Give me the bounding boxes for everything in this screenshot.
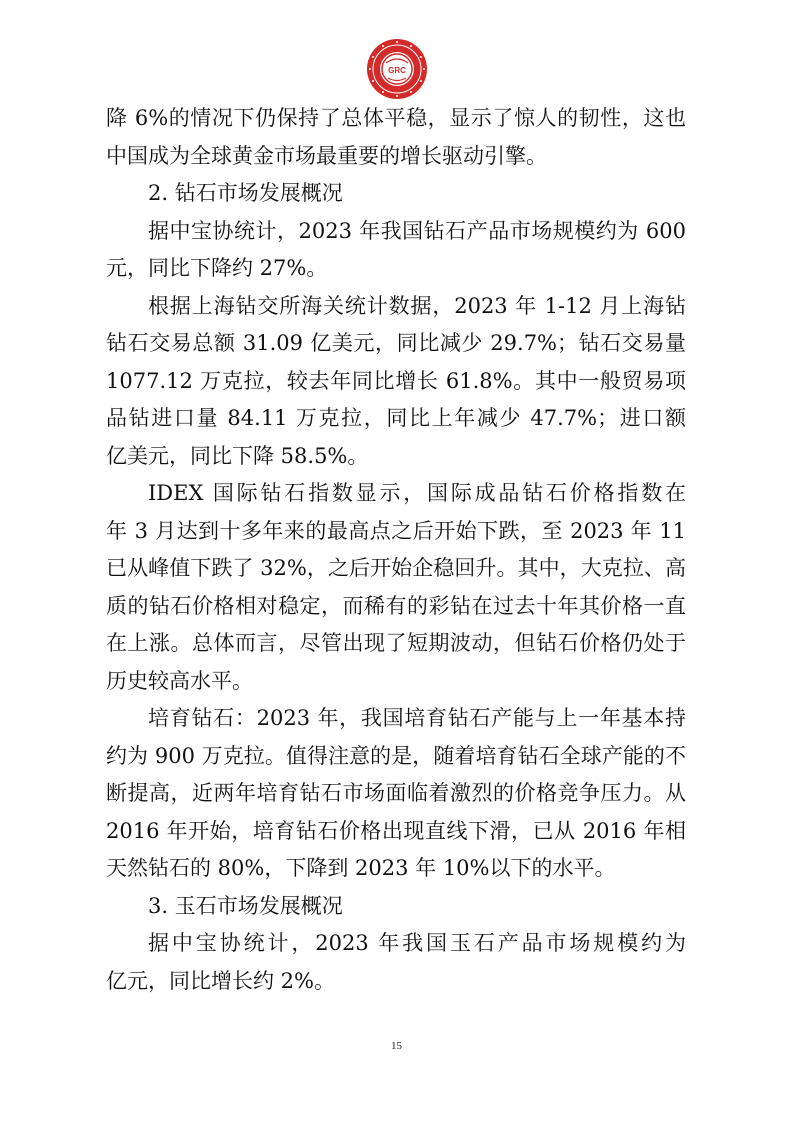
grc-logo-icon (366, 38, 428, 100)
text-line: 约为 900 万克拉。值得注意的是，随着培育钻石全球产能的不 (106, 743, 686, 768)
text-line: 断提高，近两年培育钻石市场面临着激烈的价格竞争压力。从 (106, 781, 686, 805)
text-line: 据中宝协统计，2023 年我国钻石产品市场规模约为 600 (148, 218, 686, 243)
logo-text: GRC (388, 66, 406, 75)
section-heading: 2. 钻石市场发展概况 (148, 181, 343, 205)
text-line: 2016 年开始，培育钻石价格出现直线下滑，已从 2016 年相 (106, 818, 686, 843)
text-line: 中国成为全球黄金市场最重要的增长驱动引擎。 (106, 143, 547, 168)
text-line: 已从峰值下跌了 32%，之后开始企稳回升。其中，大克拉、高 (106, 556, 686, 580)
text-line: 历史较高水平。 (106, 668, 253, 693)
text-line: 降 6%的情况下仍保持了总体平稳，显示了惊人的韧性，这也 (106, 106, 686, 130)
text-line: 培育钻石：2023 年，我国培育钻石产能与上一年基本持 (148, 706, 686, 730)
text-line: 亿元，同比增长约 2%。 (106, 968, 335, 993)
text-line: 元，同比下降约 27%。 (106, 256, 328, 280)
text-line: 年 3 月达到十多年来的最高点之后开始下跌，至 2023 年 11 (106, 518, 686, 543)
document-body (106, 100, 686, 1000)
text-line: 根据上海钻交所海关统计数据，2023 年 1-12 月上海钻 (148, 293, 686, 318)
section-heading: 3. 玉石市场发展概况 (148, 893, 343, 918)
text-line: IDEX 国际钻石指数显示，国际成品钻石价格指数在 (148, 481, 686, 505)
text-line: 质的钻石价格相对稳定，而稀有的彩钻在过去十年其价格一直 (106, 593, 686, 618)
text-line: 在上涨。总体而言，尽管出现了短期波动，但钻石价格仍处于 (106, 631, 686, 655)
text-line: 天然钻石的 80%，下降到 2023 年 10%以下的水平。 (106, 856, 616, 880)
page-number: 15 (391, 1040, 402, 1052)
text-line: 钻石交易总额 31.09 亿美元，同比减少 29.7%；钻石交易量 (106, 331, 686, 355)
text-line: 1077.12 万克拉，较去年同比增长 61.8%。其中一般贸易项 (106, 368, 686, 393)
text-line: 品钻进口量 84.11 万克拉，同比上年减少 47.7%；进口额 (106, 406, 686, 430)
text-line: 亿美元，同比下降 58.5%。 (106, 443, 369, 468)
text-line: 据中宝协统计，2023 年我国玉石产品市场规模约为 (148, 931, 686, 955)
